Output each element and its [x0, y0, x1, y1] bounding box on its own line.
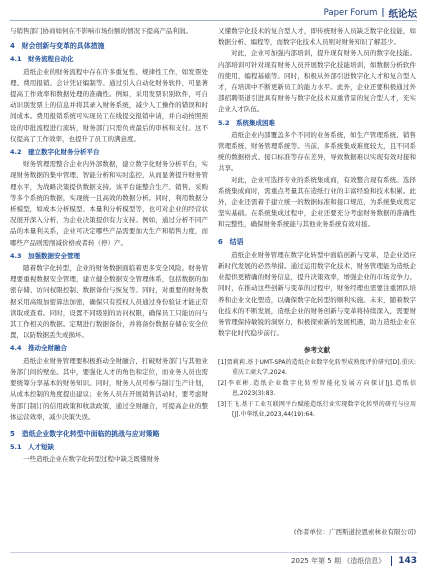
page-footer: [291, 556, 417, 566]
paragraph: 随着数字化转型，企业的财务数据面临着更多安全风险。财务管理要重视数据安全管理，建立健全数据安全管理体系，包括数据的加密存储、访问权限控制、数据备份与恢复等。同时，对重要的财务数据采用高级加密算法加密，确保只有授权人员通过身份验证才能正常读取或查看。同时，设置不同级别的访问权限，确保员工只能访问与其工作相关的数据。定期进行数据备份，并将备份数据存储在安全位置，以防数据丢失或损坏。: [10, 264, 208, 340]
subsection-heading-4-3: 4.3 加强数据安全管理: [10, 251, 81, 260]
paragraph: 对此，企业可加强内部培训，提升现有财务人员的数字化技能。内部培训可针对现有财务人员开展数字化技能培训，如数据分析软件的使用、编程基础等。同时，积极从外部引进数字化人才和复合型人才，在培训中不断更新员工的能力水平。此外，企业还要积极通过外部招聘渠道引进具有财务与数字化技术双重背景的复合型人才，充实企业人才队伍。: [218, 49, 416, 114]
paragraph: 财务管理需整合企业内外部数据，建立数字化财务分析平台，实现财务数据的集中管理、智能分析和实时监控，从而显著提升财务管理水平，为战略决策提供数据支持。该平台能整合生产、销售、采购等多个系统的数据，实现统一且高效的数据分析。同时，利用数据分析模型，如成本分析模型、本量利分析模型等，也可对企业的经营状况展开深入分析，为企业决策提供有力支持。例如，通过分析不同产品的本量利关系，企业可决定哪些产品需要加大生产和销售力度，而哪些产品则需削减价格或者转（停）产。: [10, 160, 208, 247]
paragraph: 一些造纸企业在数字化转型过程中缺乏既懂财务: [23, 455, 160, 464]
section-heading-5: 5 造纸企业数字化转型中面临的挑战与应对策略: [10, 429, 160, 438]
subsection-heading-4-2: 4.2 建立数字化财务分析平台: [10, 148, 100, 157]
paragraph: 造纸企业的财务流程中存在许多重复性、规律性工作，如发票处理、费用报销、会计凭证编制等。通过引入自动化财务软件，可显著提高工作效率和数据处理的准确性。例如，采用发票识别软件，可自动识别发票上的信息并将其录入财务系统，减少人工操作的错误和时间成本。费用报销系统可实现员工在线提交报销申请，并自动按照预设的审批流程进行流转，财务部门只需负责最后的审核和支付。这不仅提高了工作效率，也提升了员工的满意度。: [10, 67, 208, 143]
paragraph: 造纸企业内部覆盖多个不同的业务系统，如生产管理系统、销售管理系统、财务管理系统等。当前，多系统集成难度较大，且不同系统的数据格式、接口标准等存在差异，导致数据难以实现有效对接和共享。: [218, 130, 416, 173]
column-name: 纸论坛: [388, 9, 417, 20]
references-title: 参考文献: [304, 346, 330, 355]
subsection-heading-4-1: 4.1 财务流程自动化: [10, 55, 74, 64]
reference-item: [1]贾莉莉.基于UMT-SPA的造纸企业数字化转型成熟度评价研究[D].重庆:重庆工商大学,2024.: [218, 358, 416, 377]
journal-name: Paper Forum: [323, 8, 378, 18]
paragraph: 造纸企业财务管理在数字化转型中面临创新与变革，是企业适应新时代发展的必然举措。通过运用数字化技术，财务管理能为造纸企业提供更精确的财务信息，提升决策效率，增强企业的市场竞争力。同时，在推动这些创新与变革的过程中，财务经理也需要注重团队培养和企业文化塑造，以确保数字化转型的顺利实施。未来，随着数字化技术的不断发展，造纸企业的财务创新与变革将持续深入，需要财务管理保持敏锐的洞察力，积极探索新的发展机遇，助力造纸企业在数字化时代稳步前行。: [218, 250, 416, 338]
header-rule: [10, 20, 417, 21]
reference-item: [2]李亚彬.造纸企业数字化转型智能化发展方向探讨[J].造纸信息,2023(3):83.: [218, 379, 416, 398]
subsection-heading-4-4: 4.4 推动全财融合: [10, 344, 68, 353]
paragraph: 与销售部门协商如何在不影响市场份额的情况下提高产品利润。: [10, 27, 192, 35]
author-affiliation: (作者单位：广西斯道拉恩索林业有限公司): [293, 527, 416, 536]
footer-rule: [10, 552, 417, 553]
page-number: 143: [398, 556, 417, 566]
header-separator: |: [381, 8, 385, 18]
footer-divider: [391, 556, 392, 566]
left-column: [10, 26, 208, 466]
article-body: [10, 26, 417, 538]
running-header: [324, 6, 417, 20]
paragraph: 又懂数字化技术的复合型人才，即传统财务人员缺乏数字化技能，如数据分析、编程等，而数字化技术人员则对财务知识了解甚少。: [218, 27, 416, 47]
subsection-heading-5-2: 5.2 系统集成困难: [218, 118, 276, 127]
section-heading-6: 6 结语: [218, 237, 244, 246]
section-heading-4: 4 财会创新与变革的具体措施: [10, 42, 105, 51]
paragraph: 对此，企业可选择专业的系统集成商，有效整合现有系统。选择系统集成商时，需重点考量其在造纸行业的丰富经验和技术积累。此外，企业还需着手建立统一的数据标准和接口规范，为系统集成奠定坚实基础。在系统集成过程中，企业还要充分考虑财务数据的准确性和完整性，确保财务系统能与其他业务系统有效对接。: [218, 175, 416, 229]
subsection-heading-5-1: 5.1 人才短缺: [10, 443, 55, 452]
paragraph: 造纸企业财务管理要积极推动全财融合，打破财务部门与其他业务部门间的壁垒。其中，要强化人才的角色和定位，而业务人员也需要统筹分享基本的财务知识。同时，财务人员可参与制订生产计划，从成本控制的角度提出建议；业务人员在开展销售活动时，要考虑财务部门制订的信用政策和收款政策，通过全财融合，可提高企业的整体运营效率，减少决策失误。: [10, 356, 208, 421]
reference-item: [3]王飞.基于工业互联网平台赋能造纸行业实现数字化转型的研究与应用[J].中华纸业,2023,44(19):64.: [218, 400, 416, 419]
issue-info: 2025 年第 5 期 《造纸信息》: [291, 557, 386, 565]
right-column: [218, 26, 416, 538]
